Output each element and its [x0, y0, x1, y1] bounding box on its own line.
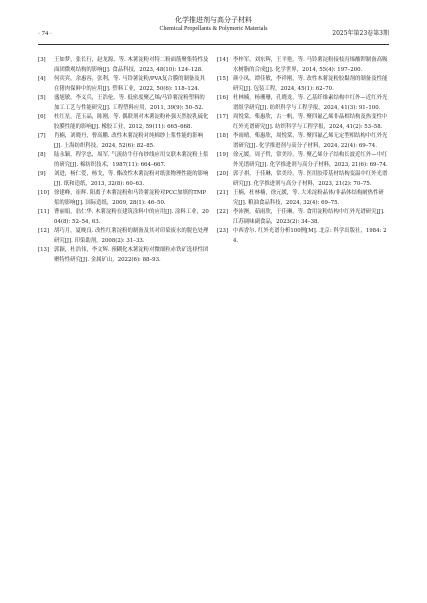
reference-text: 李雨晴，柴惠欣，周悦棠，等. 聚四氟乙烯无定型相结构中红外光谱研究[J]. 化学推进剂与高分子材料，2024, 22(4): 69–74. [233, 133, 388, 149]
reference-number: [6] [38, 114, 46, 120]
reference-text: 杜红星，范玉晶，陈刚，等. 偶联剂对木薯淀粉补强天然胶乳硫化胶膜性能的影响[J]. 橡胶工业，2012, 59(11): 665–668. [54, 114, 209, 130]
reference-item [217, 189, 389, 208]
reference-number: [19] [217, 152, 229, 158]
reference-text: 盛旭敏，李义兵，王浩伦，等. 低密度聚乙烯/马铃薯淀粉塑料的加工工艺与性能研究[J]. 工程塑料应用，2011, 39(9): 50–52. [54, 95, 205, 111]
reference-text: 胡巧月，夏晚良. 改性红薯淀粉的制备及其对印染废水的脱色处理研究[J]. 印染助剂，2008(2): 31–33. [54, 228, 209, 244]
reference-item [38, 227, 210, 246]
issue-info: 2025年第23卷第3期 [332, 30, 389, 37]
reference-text: 肖楠，刘晓丹，曹高鹏. 改性木薯淀粉对纯棉纱上浆性能的影响[J]. 上海纺织科技，2024, 52(6): 82–85. [54, 133, 203, 149]
reference-text: 王如梦，张长行，赵龙源，等. 木薯淀粉对特二粉面筋聚集特性及面团微观结构的影响[J]. 食品科技，2023, 48(10): 124–128. [54, 57, 209, 73]
reference-number: [15] [217, 76, 229, 82]
reference-number: [20] [217, 171, 229, 177]
reference-item [217, 170, 389, 189]
reference-number: [11] [38, 209, 50, 215]
reference-item [217, 132, 389, 151]
reference-item [38, 132, 210, 151]
reference-number: [14] [217, 57, 229, 63]
reference-number: [4] [38, 76, 46, 82]
reference-item [38, 189, 210, 208]
reference-text: 徐建峰，崔辉. 阳离子木薯淀粉和马铃薯淀粉对PCC加填的TMP浆的影响[J]. 国际造纸，2009, 28(1): 46–50. [54, 190, 207, 206]
reference-text: 李梓军，刘东辉，王平艳，等. 马铃薯淀粉接枝丙烯酸钾制备高吸水树脂的合成[J]. 化学世界，2014, 55(4): 197–200. [233, 57, 388, 73]
reference-item [217, 227, 389, 246]
references-right-column [217, 56, 389, 246]
reference-item [38, 75, 210, 94]
reference-number: [12] [38, 228, 50, 234]
reference-text: 王楠，杜林楠，徐元媛，等. 大米淀粉晶体/非晶体结构耐热性研究[J]. 粮油食品科技，2024, 32(4): 69–75. [233, 190, 384, 206]
reference-text: 徐元媛，周子哲，常美玲，等. 聚乙烯分子结构长波近红外—中红外光谱研究[J]. 化学推进剂与高分子材料，2023, 21(6): 69–74. [233, 152, 388, 168]
reference-text: 中西香尔. 红外光谱分析100例[M]. 北京: 科学出版社，1984: 24. [233, 228, 387, 244]
reference-item [217, 94, 389, 113]
reference-text: 杜林楠，杨珊珊，孔晓龙，等. 乙基纤维素结构中红外—近红外光谱组学研究[J]. 纺织科学与工程学报，2024, 41(3): 91–100. [233, 95, 388, 111]
reference-item [217, 151, 389, 170]
reference-item [38, 208, 210, 227]
page-header [38, 16, 389, 45]
reference-number: [10] [38, 190, 50, 196]
reference-text: 郭子祺，于佳琳，常美玲，等. 医用胶带基材结构变温中红外光谱研究[J]. 化学推进剂与高分子材料，2023, 21(2): 70–75. [233, 171, 388, 187]
reference-text: 周悦棠，柴惠欣，古一帆，等. 聚四氟乙烯非晶相结构及热变性中红外光谱研究[J]. 纺织科学与工程学报，2024, 41(2): 53–58. [233, 114, 388, 130]
reference-text: 曹丽娟，翁仁华. 木薯淀粉在建筑涂料中的应用[J]. 涂料工业，2004(8): 52–54, 63. [54, 209, 209, 225]
reference-number: [9] [38, 171, 46, 177]
reference-number: [8] [38, 152, 46, 158]
reference-text: 颜小凤，谭佳敏，李祥刚，等. 改性木薯淀粉胶黏剂的制备及性能研究[J]. 包装工程，2024, 45(1): 62–70. [233, 76, 388, 92]
reference-item [38, 56, 210, 75]
reference-number: [13] [38, 247, 50, 253]
reference-number: [23] [217, 228, 229, 234]
journal-title-cn: 化学推进剂与高分子材料 [175, 16, 252, 24]
reference-number: [5] [38, 95, 46, 101]
reference-text: 郭颖，杜浩伟，李文辉. 预糊化木薯淀粉对微细粒赤铁矿选择性团聚特性研究[J]. 金属矿山，2022(6): 88–93. [54, 247, 209, 263]
reference-item [217, 113, 389, 132]
reference-number: [7] [38, 133, 46, 139]
reference-item [217, 75, 389, 94]
reference-item [38, 113, 210, 132]
references-left-column [38, 56, 210, 265]
reference-number: [18] [217, 133, 229, 139]
reference-text: 何宾宾，余惠容，张利，等. 马铃薯淀粉/PVA复合膜的制备及其在猪肉保鲜中的应用[J]. 塑料工业，2022, 50(6): 118–124. [54, 76, 206, 92]
reference-number: [22] [217, 209, 229, 215]
reference-number: [21] [217, 190, 229, 196]
reference-item [217, 208, 389, 227]
reference-number: [16] [217, 95, 229, 101]
reference-number: [3] [38, 57, 46, 63]
reference-number: [17] [217, 114, 229, 120]
reference-item [38, 94, 210, 113]
journal-title-en: Chemical Propellants & Polymeric Materials [159, 26, 268, 32]
reference-item [217, 56, 389, 75]
reference-text: 李沛澳，茹雨欣，于佳琳，等. 食用淀粉结构中红外光谱研究[J]. 江苏调味副食品，2023(2): 34–38. [233, 209, 385, 225]
reference-text: 刘进，杨仁爱，杨戈，等. 酯改性木薯淀粉对纸张物理性能的影响[J]. 纸和造纸，2013, 32(8): 60–63. [54, 171, 209, 187]
reference-text: 陆永颖，程学忠，周军. 气流纺牛仔布纱线应用交联木薯淀粉上浆的研究[J]. 棉纺织技术，1987(11): 664–667. [54, 152, 209, 168]
reference-item [38, 170, 210, 189]
reference-item [38, 246, 210, 265]
reference-item [38, 151, 210, 170]
page-number: · 74 · [38, 30, 53, 37]
